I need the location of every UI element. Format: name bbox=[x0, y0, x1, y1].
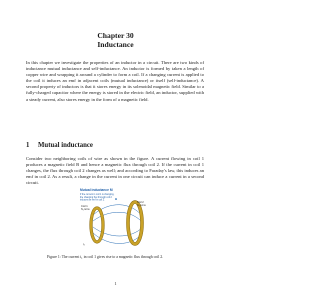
mutual-inductance-figure bbox=[79, 187, 153, 251]
figure-caption: Figure 1: The current i₁ in coil 1 gives rise to a magnetic flux through coil 2. bbox=[47, 255, 164, 259]
chapter-number: Chapter 30 bbox=[97, 31, 134, 40]
figure-description: If the current in coil 1 is changing, the changing flux through coil 2 induces an emf in coil 2. bbox=[80, 194, 115, 202]
chapter-title: Inductance bbox=[97, 40, 134, 49]
section-title: Mutual inductance bbox=[38, 142, 93, 149]
intro-paragraph: In this chapter we investigate the properties of an inductor in a circuit. There are two kinds of inductance mutual inductance and self-inductance. An inductor is formed by taken a length of copper wire and wrapping it around a cylinder to form a coil. If a changing current is applied to the coil it induces an emf in adjacent coils (mutual inductance) or itself (self-inductance). A second property of inductors is that it stores energy in its solenoidal magnetic field. Similar to a fully-charged capacitor where the energy is stored in the electric field, an inductor, supplied with a steady current, also stores energy in the form of a magnetic field. bbox=[26, 60, 204, 102]
figure-title: Mutual inductance M bbox=[80, 188, 113, 192]
coil-1 bbox=[91, 208, 103, 242]
section-number: 1 bbox=[26, 142, 30, 149]
coil-2-turns: N₂ turns bbox=[137, 204, 146, 207]
section-paragraph: Consider two neighboring coils of wire as shown in the figure. A current flowing in coil 1 produces a magnetic field B and hence a magnetic flux through coil 2. If the current in coil 1 changes, the flux through coil 2 changes as well; and according to Faraday's law, this induces an emf in coil 2. As a result, a change in the current in one circuit can induce a current in a second circuit. bbox=[26, 156, 204, 186]
coil-1-turns: N₁ turns bbox=[81, 208, 90, 211]
current-label: i₁ bbox=[83, 242, 85, 246]
coil-1-label: Coil 1 bbox=[81, 205, 88, 208]
coil-2-label: Coil 2 bbox=[137, 201, 144, 204]
page-number: 1 bbox=[114, 281, 117, 286]
field-label: B bbox=[115, 197, 118, 201]
coil-2 bbox=[128, 202, 142, 244]
section-heading bbox=[26, 142, 204, 150]
